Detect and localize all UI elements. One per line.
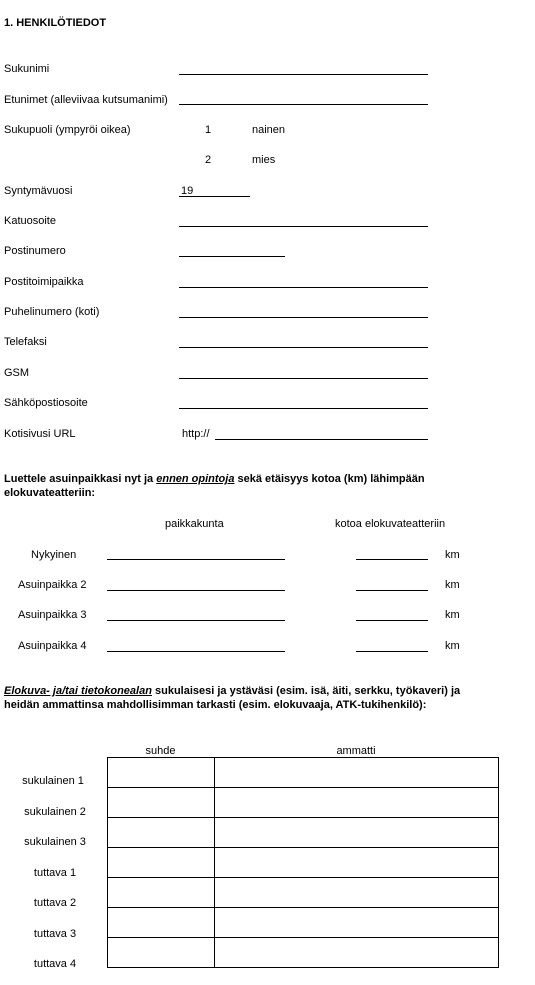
km-unit: km [445,579,460,591]
km-unit: km [445,640,460,652]
residence-place-field[interactable] [107,651,285,652]
email-field[interactable] [179,408,428,409]
homepage-field[interactable] [215,439,428,440]
residence-row-label: Asuinpaikka 2 [18,579,87,591]
fax-label: Telefaksi [4,336,47,348]
profession-cell[interactable] [215,908,499,938]
relation-cell[interactable] [108,758,215,788]
relation-cell[interactable] [108,878,215,908]
email-label: Sähköpostiosoite [4,397,88,409]
relatives-col-relation: suhde [145,745,176,757]
postcode-field[interactable] [179,256,285,257]
km-unit: km [445,549,460,561]
relatives-col-profession: ammatti [336,745,376,757]
residence-distance-field[interactable] [356,590,428,591]
km-unit: km [445,609,460,621]
gender-option-2-number[interactable]: 2 [205,154,212,166]
relatives-intro-line2: heidän ammattinsa mahdollisimman tarkasti (esim. elokuvaaja, ATK-tukihenkilö): [4,699,427,711]
table-row [108,878,499,908]
profession-cell[interactable] [215,938,499,968]
relatives-row-label: tuttava 2 [33,897,77,909]
first-names-label: Etunimet (alleviivaa kutsumanimi) [4,94,168,106]
profession-cell[interactable] [215,758,499,788]
street-label: Katuosoite [4,215,56,227]
residence-intro-emphasis: ennen opintoja [156,473,235,485]
residence-distance-field[interactable] [356,651,428,652]
birth-year-field[interactable] [179,196,250,197]
gender-option-1-number[interactable]: 1 [205,124,212,136]
residence-col-distance: kotoa elokuvateatteriin [335,518,446,530]
fax-field[interactable] [179,347,428,348]
relatives-row-label: sukulainen 1 [22,775,84,787]
post-office-label: Postitoimipaikka [4,276,84,288]
relatives-row-label: tuttava 3 [33,928,77,940]
homepage-label: Kotisivusi URL [4,428,76,440]
gender-label: Sukupuoli (ympyröi oikea) [4,124,131,136]
residence-intro: Luettele asuinpaikkasi nyt ja ennen opintoja sekä etäisyys kotoa (km) lähimpään [4,473,425,485]
residence-distance-field[interactable] [356,559,428,560]
relation-cell[interactable] [108,818,215,848]
relatives-row-label: sukulainen 3 [24,836,86,848]
relation-cell[interactable] [108,848,215,878]
relatives-intro-emphasis: Elokuva- ja/tai tietokonealan [4,685,152,697]
surname-label: Sukunimi [4,63,50,75]
gender-option-2-label: mies [252,154,276,166]
relatives-row-label: sukulainen 2 [24,806,86,818]
residence-intro-line2: elokuvateatteriin: [4,487,96,499]
gsm-field[interactable] [179,378,428,379]
table-row [108,848,499,878]
phone-field[interactable] [179,317,428,318]
residence-place-field[interactable] [107,559,285,560]
residence-row-label: Asuinpaikka 3 [18,609,87,621]
table-row [108,758,499,788]
profession-cell[interactable] [215,878,499,908]
relatives-table [107,757,499,968]
residence-row-label: Asuinpaikka 4 [18,640,87,652]
relatives-row-label: tuttava 1 [33,867,77,879]
relation-cell[interactable] [108,938,215,968]
residence-place-field[interactable] [107,590,285,591]
relatives-intro: Elokuva- ja/tai tietokonealan sukulaisesi ja ystäväsi (esim. isä, äiti, serkku, työkaveri) ja [4,685,461,697]
residence-distance-field[interactable] [356,620,428,621]
profession-cell[interactable] [215,848,499,878]
birth-year-label: Syntymävuosi [4,185,73,197]
gsm-label: GSM [4,367,30,379]
residence-col-place: paikkakunta [165,518,224,530]
surname-field[interactable] [179,74,428,75]
profession-cell[interactable] [215,788,499,818]
homepage-prefix: http:// [182,428,210,440]
gender-option-1-label: nainen [252,124,286,136]
table-row [108,908,499,938]
residence-row-label: Nykyinen [31,549,77,561]
residence-place-field[interactable] [107,620,285,621]
profession-cell[interactable] [215,818,499,848]
section-title: 1. HENKILÖTIEDOT [4,17,107,29]
birth-year-prefix: 19 [181,185,194,197]
street-field[interactable] [179,226,428,227]
relatives-row-label: tuttava 4 [33,958,77,970]
relation-cell[interactable] [108,908,215,938]
phone-label: Puhelinumero (koti) [4,306,100,318]
table-row [108,818,499,848]
first-names-field[interactable] [179,104,428,105]
post-office-field[interactable] [179,287,428,288]
table-row [108,938,499,968]
postcode-label: Postinumero [4,245,66,257]
table-row [108,788,499,818]
relation-cell[interactable] [108,788,215,818]
